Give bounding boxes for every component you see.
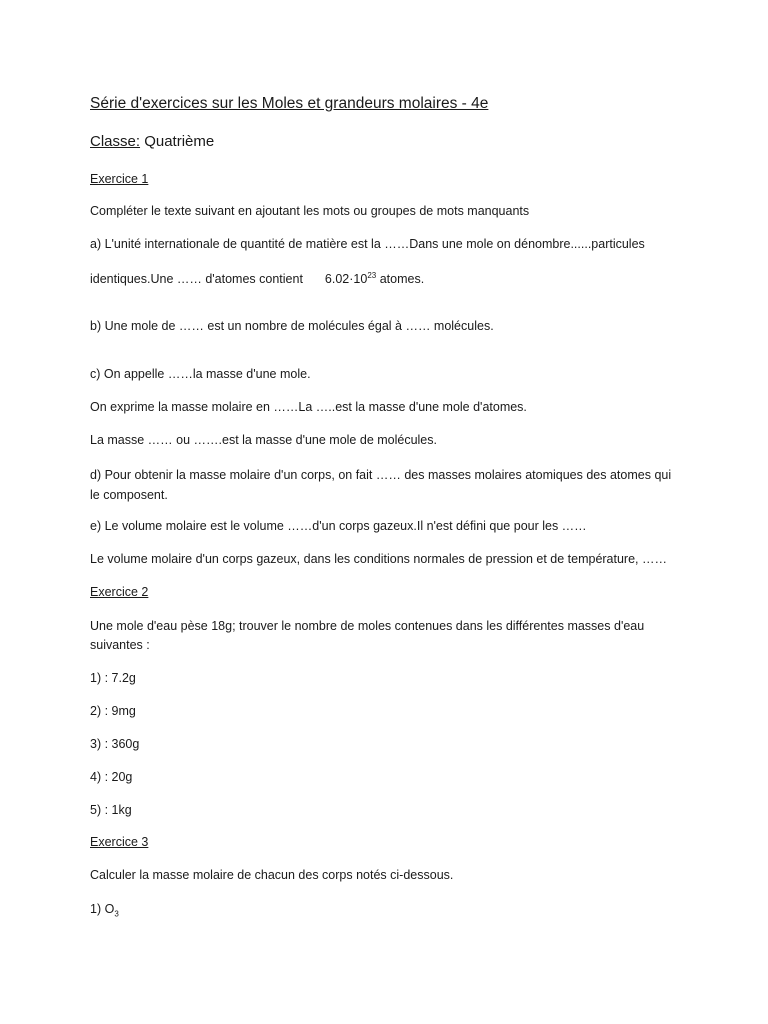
exercise-3-item-1: [90, 901, 119, 917]
formula-subscript: 3: [114, 909, 119, 919]
exercise-2-instruction: Une mole d'eau pèse 18g; trouver le nombre de moles contenues dans les différentes masses d'eau suivantes :: [90, 619, 645, 652]
class-value: Quatrième: [144, 133, 215, 150]
exercise-2-item: 5) : 1kg: [90, 803, 132, 817]
item-a-text: identiques.Une …… d'atomes contient: [90, 272, 303, 286]
item-a-unit: atomes.: [379, 272, 425, 286]
avogadro-exponent: 23: [367, 270, 377, 280]
exercise-3-instruction: Calculer la masse molaire de chacun des corps notés ci-dessous.: [90, 868, 454, 882]
exercise-1-instruction: Compléter le texte suivant en ajoutant les mots ou groupes de mots manquants: [90, 204, 530, 218]
exercise-1-heading: Exercice 1: [90, 172, 149, 186]
exercise-1-item-e-line2: Le volume molaire d'un corps gazeux, dans les conditions normales de pression et de température, ……: [90, 552, 667, 566]
exercise-1-item-a-line2: [90, 271, 424, 287]
exercise-2-item: 3) : 360g: [90, 737, 140, 751]
exercise-3-heading: Exercice 3: [90, 835, 149, 849]
exercise-2-item: 2) : 9mg: [90, 704, 136, 718]
exercise-1-item-c-line2: On exprime la masse molaire en ……La …..est la masse d'une mole d'atomes.: [90, 400, 527, 414]
exercise-1-item-a-line1: a) L'unité internationale de quantité de matière est la ……Dans une mole on dénombre......particules: [90, 237, 645, 251]
class-label: Classe:: [90, 133, 141, 150]
document-title: Série d'exercices sur les Moles et grandeurs molaires - 4e: [90, 95, 489, 112]
exercise-1-item-b: b) Une mole de …… est un nombre de molécules égal à …… molécules.: [90, 319, 494, 333]
exercise-1-item-d: d) Pour obtenir la masse molaire d'un corps, on fait …… des masses molaires atomiques des atomes qui le composent.: [90, 468, 672, 502]
exercise-1-item-e-line1: e) Le volume molaire est le volume ……d'un corps gazeux.Il n'est défini que pour les ……: [90, 519, 587, 533]
exercise-2-item: 4) : 20g: [90, 770, 133, 784]
avogadro-mantissa: 6.02·10: [324, 272, 368, 286]
exercise-2-item: 1) : 7.2g: [90, 671, 136, 685]
class-line: [90, 132, 214, 152]
exercise-1-item-c-line3: La masse …… ou …….est la masse d'une mole de molécules.: [90, 433, 437, 447]
exercise-1-item-c-line1: c) On appelle ……la masse d'une mole.: [90, 367, 311, 381]
formula-text: 1) O: [90, 902, 115, 916]
exercise-2-heading: Exercice 2: [90, 585, 149, 599]
